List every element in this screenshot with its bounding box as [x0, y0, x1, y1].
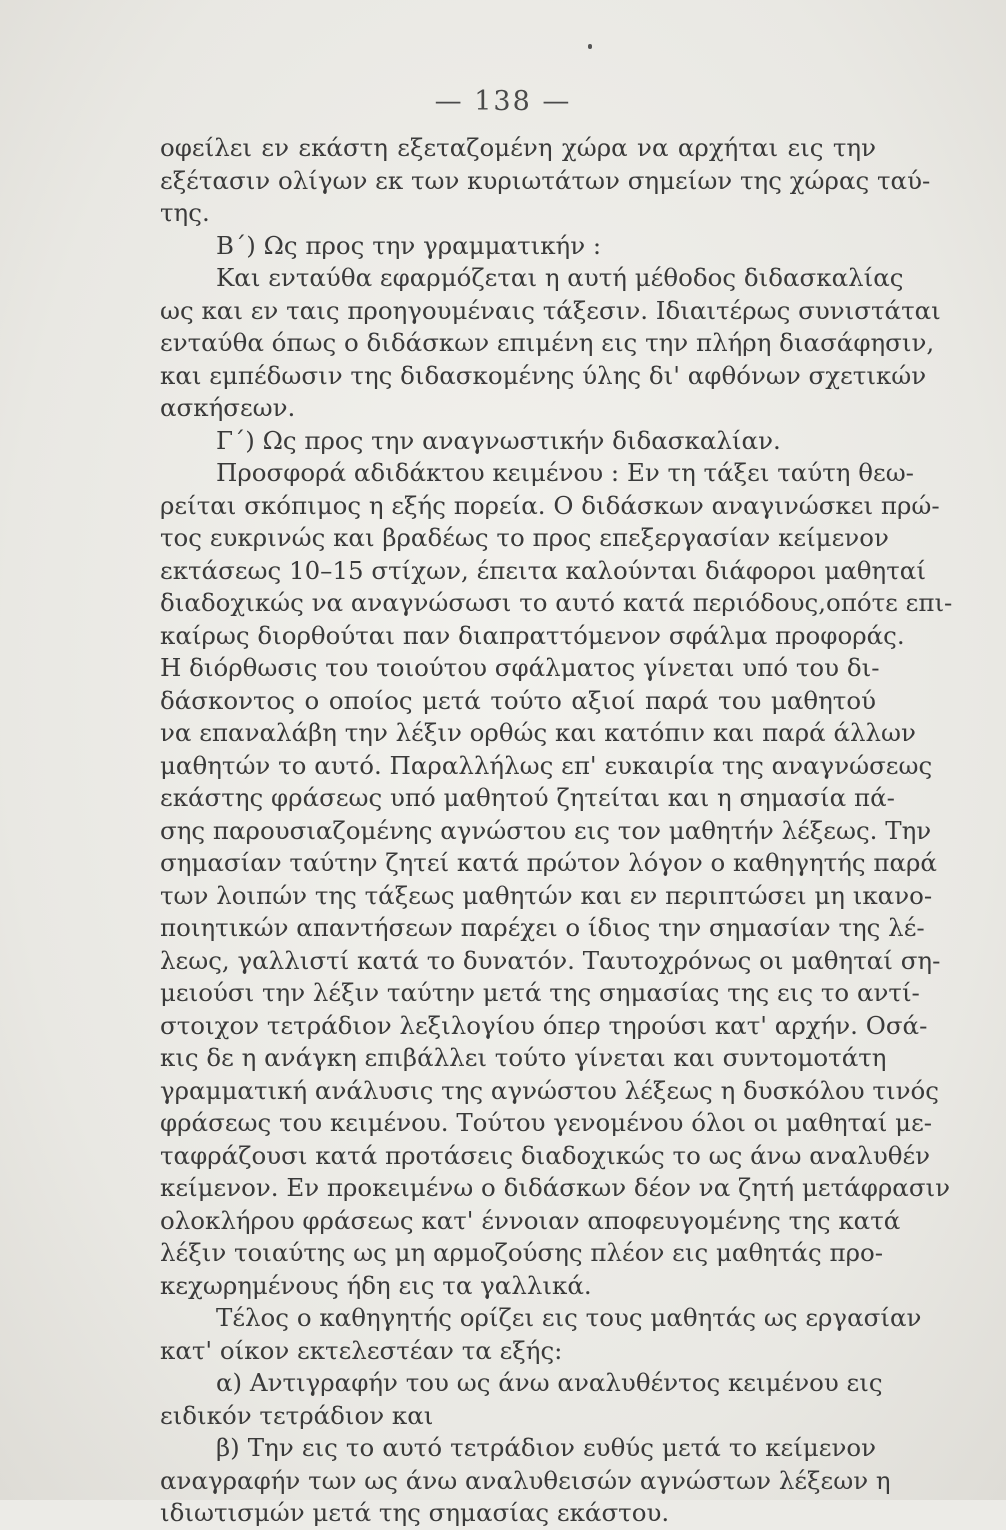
- text-line: κεχωρημένους ήδη εις τα γαλλικά.: [160, 1270, 592, 1300]
- text-line: οφείλει εν εκάστη εξεταζομένη χώρα να αρχήται εις την: [160, 133, 876, 162]
- page-number: — 138 —: [434, 86, 572, 117]
- text-line: ασκήσεων.: [160, 393, 296, 422]
- text-line: κείμενον. Εν προκειμένω ο διδάσκων δέον να ζητή μετάφρασιν: [160, 1173, 951, 1202]
- text-line: μειούσι την λέξιν ταύτην μετά της σημασίας της εις το αντί-: [160, 978, 920, 1007]
- text-line: αναγραφήν των ως άνω αναλυθεισών αγνώστων λέξεων η: [160, 1465, 891, 1495]
- text-line: ρείται σκόπιμος η εξής πορεία. Ο διδάσκων αναγινώσκει πρώ-: [160, 490, 940, 520]
- text-line: Και ενταύθα εφαρμόζεται η αυτή μέθοδος διδασκαλίας: [216, 263, 904, 292]
- text-line: κις δε η ανάγκη επιβάλλει τούτο γίνεται και συντομοτάτη: [160, 1043, 887, 1072]
- text-line: γραμματική ανάλυσις της αγνώστου λέξεως η δυσκόλου τινός: [160, 1075, 939, 1105]
- text-line: των λοιπών της τάξεως μαθητών και εν περιπτώσει μη ικανο-: [160, 880, 933, 910]
- text-line: καίρως διορθούται παν διαπραττόμενον σφάλμα προφοράς.: [160, 620, 905, 650]
- text-line: ταφράζουσι κατά προτάσεις διαδοχικώς το ως άνω αναλυθέν: [160, 1140, 931, 1170]
- text-line: τος ευκρινώς και βραδέως το προς επεξεργασίαν κείμενον: [160, 523, 889, 552]
- text-line: Τέλος ο καθηγητής ορίζει εις τους μαθητάς ως εργασίαν: [216, 1303, 922, 1332]
- text-line: Προσφορά αδιδάκτου κειμένου : Εν τη τάξει ταύτη θεω-: [216, 458, 914, 487]
- text-line: μαθητών το αυτό. Παραλλήλως επ' ευκαιρία της αναγνώσεως: [160, 750, 933, 780]
- text-line: δάσκοντος ο οποίος μετά τούτο αξιοί παρά του μαθητού: [160, 685, 876, 715]
- text-line: κατ' οίκον εκτελεστέαν τα εξής:: [160, 1335, 563, 1365]
- ink-speck: [588, 44, 592, 49]
- text-line: εξέτασιν ολίγων εκ των κυριωτάτων σημείων της χώρας ταύ-: [160, 165, 931, 195]
- text-line: φράσεως του κειμένου. Τούτου γενομένου όλοι οι μαθηταί με-: [160, 1108, 933, 1137]
- text-line: Β΄) Ως προς την γραμματικήν :: [216, 230, 602, 260]
- text-line: να επαναλάβη την λέξιν ορθώς και κατόπιν και παρά άλλων: [160, 718, 916, 747]
- text-line: ειδικόν τετράδιον και: [160, 1400, 434, 1430]
- text-line: β) Την εις το αυτό τετράδιον ευθύς μετά το κείμενον: [216, 1433, 876, 1462]
- text-line: λεως, γαλλιστί κατά το δυνατόν. Ταυτοχρόνως οι μαθηταί ση-: [160, 945, 941, 975]
- text-line: σης παρουσιαζομένης αγνώστου εις τον μαθητήν λέξεως. Την: [160, 815, 932, 845]
- text-line: Γ΄) Ως προς την αναγνωστικήν διδασκαλίαν.: [216, 425, 781, 455]
- text-line: ποιητικών απαντήσεων παρέχει ο ίδιος την σημασίαν της λέ-: [160, 913, 925, 942]
- text-line: α) Αντιγραφήν του ως άνω αναλυθέντος κειμένου εις: [216, 1368, 883, 1397]
- text-line: και εμπέδωσιν της διδασκομένης ύλης δι' αφθόνων σχετικών: [160, 360, 927, 390]
- text-line: λέξιν τοιαύτης ως μη αρμοζούσης πλέον εις μαθητάς προ-: [160, 1238, 884, 1267]
- text-line: διαδοχικώς να αναγνώσωσι το αυτό κατά περιόδους,οπότε επι-: [160, 588, 953, 617]
- text-line: ως και εν ταις προηγουμέναις τάξεσιν. Ιδιαιτέρως συνιστάται: [160, 295, 941, 325]
- text-line: Η διόρθωσις του τοιούτου σφάλματος γίνεται υπό του δι-: [160, 653, 880, 682]
- text-line: της.: [160, 198, 210, 227]
- text-line: στοιχον τετράδιον λεξιλογίου όπερ τηρούσι κατ' αρχήν. Οσά-: [160, 1010, 928, 1040]
- text-line: ιδιωτισμών μετά της σημασίας εκάστου.: [160, 1498, 670, 1527]
- text-line: εκτάσεως 10–15 στίχων, έπειτα καλούνται διάφοροι μαθηταί: [160, 555, 926, 585]
- text-line: ενταύθα όπως ο διδάσκων επιμένη εις την πλήρη διασάφησιν,: [160, 328, 935, 357]
- text-line: ολοκλήρου φράσεως κατ' έννοιαν αποφευγομένης της κατά: [160, 1205, 901, 1235]
- text-line: εκάστης φράσεως υπό μαθητού ζητείται και η σημασία πά-: [160, 783, 895, 812]
- body-text: [160, 132, 953, 1530]
- text-line: σημασίαν ταύτην ζητεί κατά πρώτον λόγον ο καθηγητής παρά: [160, 848, 937, 877]
